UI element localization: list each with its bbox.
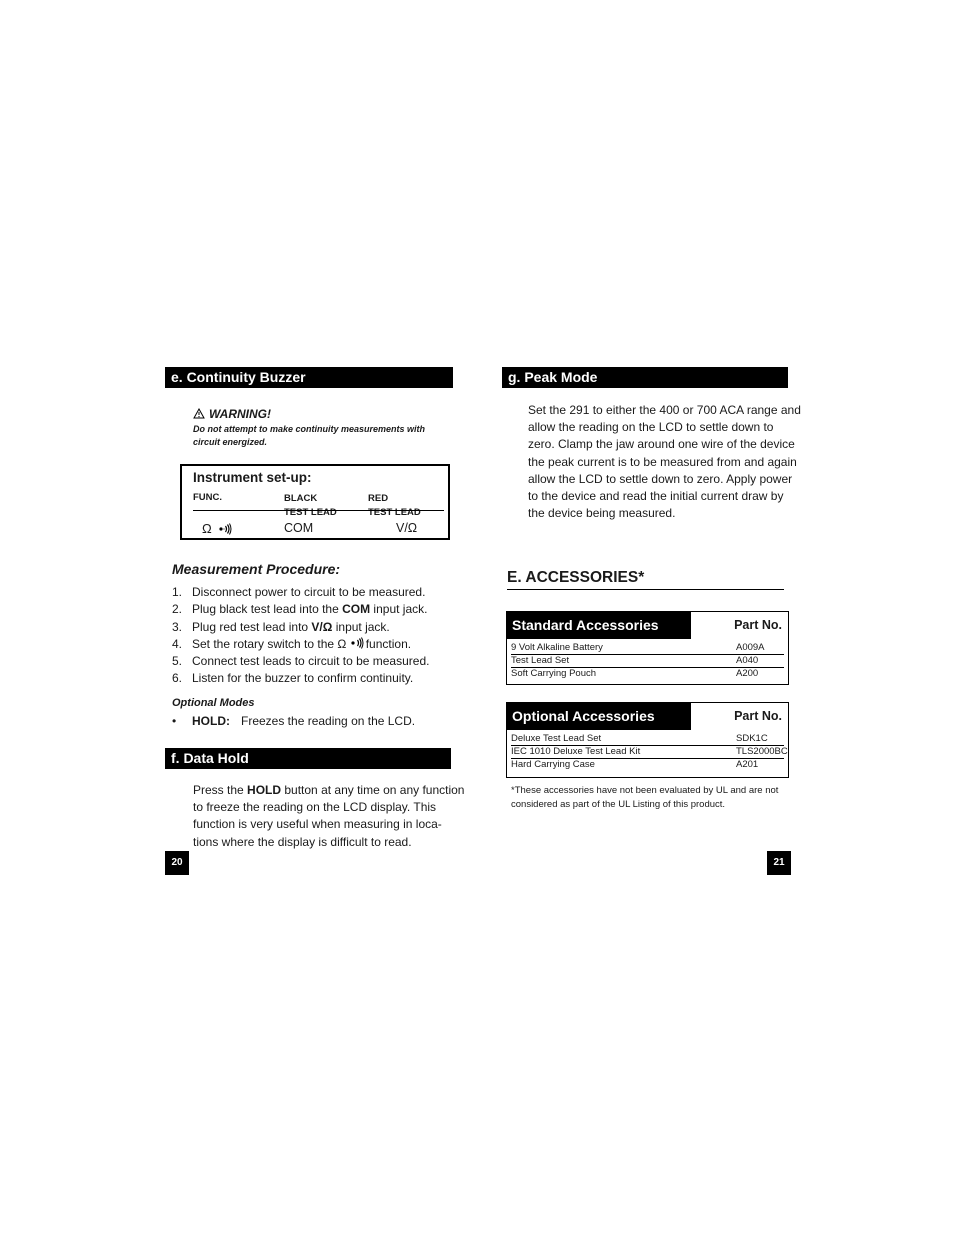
standard-accessories-table [506,611,789,685]
part-no-header: Part No. [734,709,782,723]
procedure-step: 4. Set the rotary switch to the Ω function. [172,636,411,654]
warning-block [193,407,271,422]
col-func: FUNC. [193,492,223,503]
col-black-line: TEST LEAD [284,507,337,518]
data-hold-line: Press the HOLD button at any time on any function [193,783,465,797]
red-value: V/Ω [396,521,418,535]
peak-mode-line: to the device and read the initial current draw by [528,489,784,504]
section-f-heading: f. Data Hold [165,748,451,769]
col-red-line: RED [368,493,389,504]
table-row: Soft Carrying Pouch A200 [511,668,759,679]
table-row: Test Lead Set A040 [511,654,784,668]
buzzer-icon [350,637,364,654]
data-hold-line: tions where the display is difficult to read. [193,834,412,849]
bullet: • [172,714,177,728]
section-e-heading: e. Continuity Buzzer [165,367,453,388]
setup-title: Instrument set-up: [193,470,312,485]
page-number-right: 21 [767,851,791,875]
page-number-left: 20 [165,851,189,875]
optional-accessories-heading: Optional Accessories [507,703,691,730]
black-value: COM [284,521,314,535]
warning-text [193,423,425,449]
peak-mode-line: allow the LCD to settle down to zero. Apply power [528,471,793,486]
hold-label: HOLD: [192,714,230,728]
accessories-footnote [511,784,778,811]
instrument-setup-box [180,464,450,540]
table-row: IEC 1010 Deluxe Test Lead Kit TLS2000BC [511,746,788,757]
data-hold-text [193,782,464,851]
footnote-line: considered as part of the UL Listing of this product. [511,798,726,810]
procedure-step: 1. Disconnect power to circuit to be measured. [172,585,426,599]
optional-modes-title: Optional Modes [172,697,255,709]
hold-text: Freezes the reading on the LCD. [241,714,416,728]
optional-mode-item [172,714,415,728]
buzzer-icon [218,523,232,538]
standard-accessories-heading: Standard Accessories [507,612,691,639]
peak-mode-line: the device being measured. [528,506,676,521]
procedure-step: 3. Plug red test lead into V/Ω input jack. [172,620,390,634]
peak-mode-line: zero. Clamp the jaw around one wire of the device [528,437,795,452]
warning-line: Do not attempt to make continuity measurements with [193,424,426,434]
data-hold-line: function is very useful when measuring in loca- [193,817,442,832]
col-red-line: TEST LEAD [368,507,421,518]
procedure-step: 6. Listen for the buzzer to confirm continuity. [172,671,414,685]
ohm-symbol: Ω [202,521,212,536]
accessories-title: E. ACCESSORIES* [507,569,784,590]
optional-accessories-table [506,702,789,778]
data-hold-line: to freeze the reading on the LCD display. This [193,800,437,815]
procedure-step: 5. Connect test leads to circuit to be measured. [172,654,430,668]
col-black-line: BLACK [284,493,318,504]
footnote-line: *These accessories have not been evaluated by UL and are not [511,785,779,796]
col-red [368,492,421,520]
warning-line: circuit energized. [193,437,268,447]
table-row: Hard Carrying Case A201 [511,759,759,770]
procedure-step: 2. Plug black test lead into the COM input jack. [172,602,428,616]
table-row: Deluxe Test Lead Set SDK1C [511,732,784,746]
peak-mode-line: allow the reading on the LCD to settle down to [528,420,774,435]
procedure-title: Measurement Procedure: [172,561,341,577]
warning-label: WARNING! [209,407,271,421]
part-no-header: Part No. [734,618,782,632]
warning-triangle-icon [193,408,205,422]
section-g-heading: g. Peak Mode [502,367,788,388]
table-row: 9 Volt Alkaline Battery A009A [511,641,784,655]
peak-mode-line: Set the 291 to either the 400 or 700 ACA range and [528,403,801,417]
col-black [284,492,337,520]
func-value [202,521,232,538]
peak-mode-line: the peak current is to be measured from and again [528,454,797,469]
peak-mode-text [528,402,801,522]
